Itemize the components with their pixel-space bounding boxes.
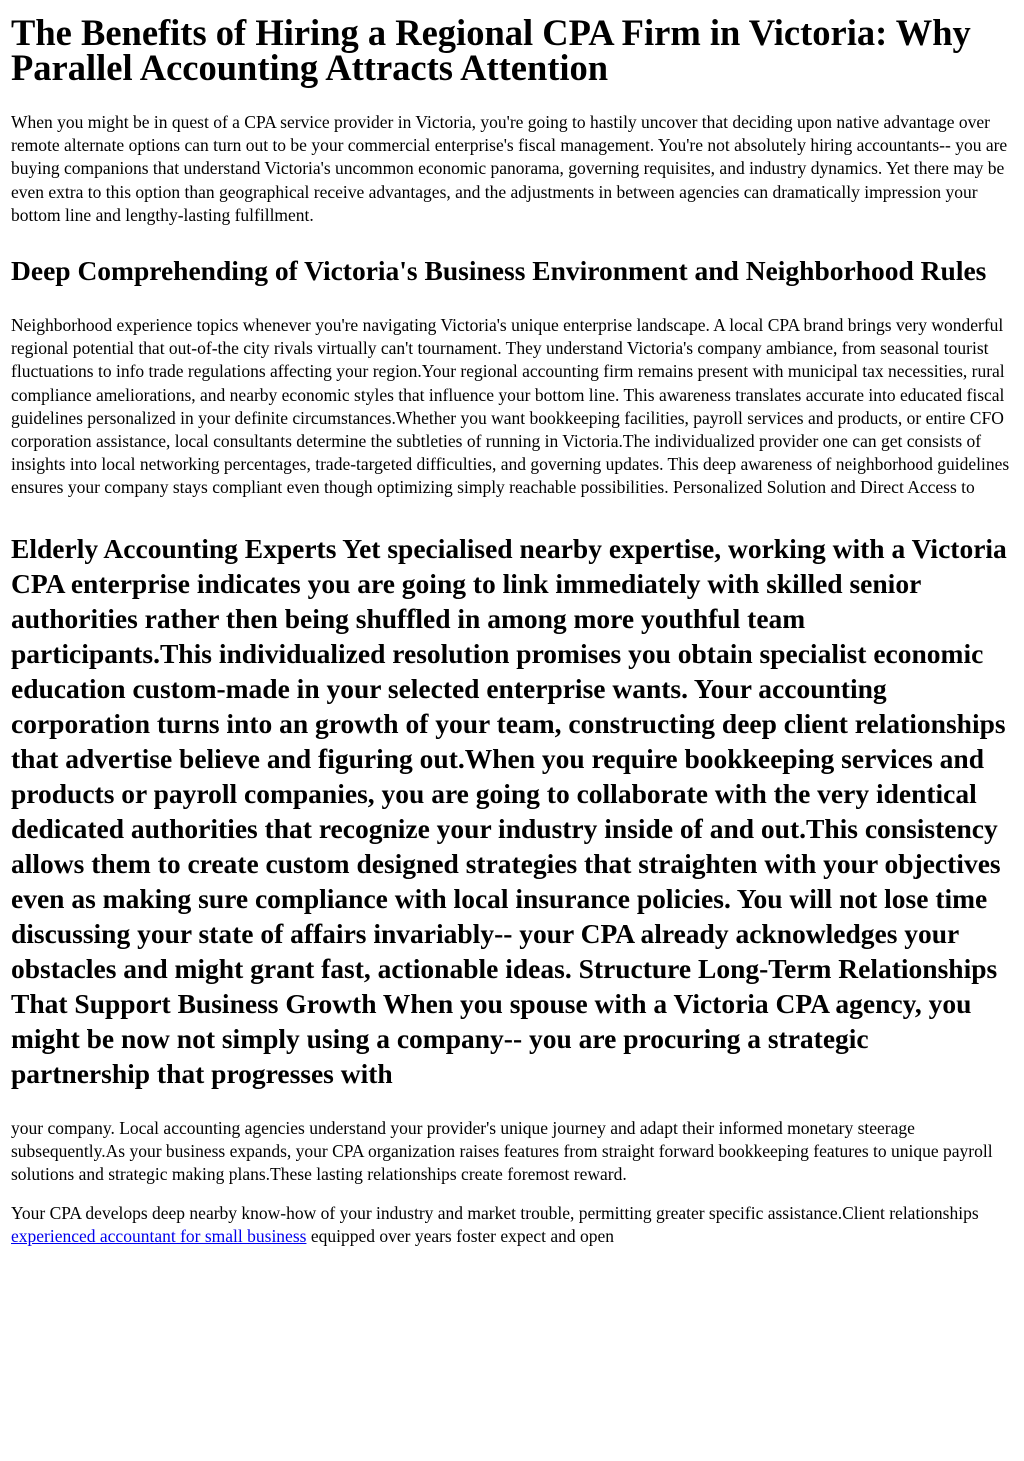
page-title: The Benefits of Hiring a Regional CPA Firm in Victoria: Why Parallel Accounting Attracts Attention [11, 12, 971, 88]
section-heading-senior-experts: Elderly Accounting Experts Yet specialised nearby expertise, working with a Victoria CPA enterprise indicates you are going to link immediately with skilled senior authorities rather then being shuffled in among more youthful team participants.This individualized resolution promises you obtain specialist economic education custom-made in your selected enterprise wants. Your accounting corporation turns into an growth of your team, constructing deep client relationships that advertise believe and figuring out.When you require bookkeeping services and products or payroll companies, you are going to collaborate with the very identical dedicated authorities that recognize your industry inside of and out.This consistency allows them to create custom designed strategies that straighten with your objectives even as making sure compliance with local insurance policies. You will not lose time discussing your state of affairs invariably-- your CPA already acknowledges your obstacles and might grant fast, actionable ideas. Structure Long-Term Relationships That Support Business Growth When you spouse with a Victoria CPA agency, you might be now not simply using a company-- you are procuring a strategic partnership that progresses with [11, 532, 1007, 1089]
relationships-paragraph [11, 1202, 1013, 1248]
business-environment-paragraph: Neighborhood experience topics whenever you're navigating Victoria's unique enterprise landscape. A local CPA brand brings very wonderful regional potential that out-of-the city rivals virtually can't tournament. They understand Victoria's company ambiance, from seasonal tourist fluctuations to info trade regulations affecting your region.Your regional accounting firm remains present with municipal tax necessities, rural compliance ameliorations, and nearby economic styles that influence your bottom line. This awareness translates accurate into educated fiscal guidelines personalized in your definite circumstances.Whether you want bookkeeping facilities, payroll services and products, or entire CFO corporation assistance, local consultants determine the subtleties of running in Victoria.The individualized provider one can get consists of insights into local networking percentages, trade-targeted difficulties, and governing updates. This deep awareness of neighborhood guidelines ensures your company stays compliant even though optimizing simply reachable possibilities. Personalized Solution and Direct Access to [11, 315, 1010, 498]
growth-paragraph: your company. Local accounting agencies understand your provider's unique journey and adapt their informed monetary steerage subsequently.As your business expands, your CPA organization raises features from straight forward bookkeeping features to unique payroll solutions and strategic making plans.These lasting relationships create foremost reward. [11, 1117, 993, 1185]
article [0, 12, 1024, 1249]
accountant-link[interactable]: experienced accountant for small business [11, 1226, 307, 1247]
relationships-text-end: equipped over years foster expect and open [306, 1226, 615, 1247]
section-heading-business-environment: Deep Comprehending of Victoria's Business Environment and Neighborhood Rules [11, 255, 987, 287]
intro-paragraph: When you might be in quest of a CPA service provider in Victoria, you're going to hastily uncover that deciding upon native advantage over remote alternate options can turn out to be your commercial enterprise's fiscal management. You're not absolutely hiring accountants-- you are buying companions that understand Victoria's uncommon economic panorama, governing requisites, and industry dynamics. Yet there may be even extra to this option than geographical receive advantages, and the adjustments in between agencies can dramatically impression your bottom line and lengthy-lasting fulfillment. [11, 112, 1008, 225]
relationships-text-start: Your CPA develops deep nearby know-how of your industry and market trouble, permitting greater specific assistance.Client relationships [11, 1203, 979, 1224]
